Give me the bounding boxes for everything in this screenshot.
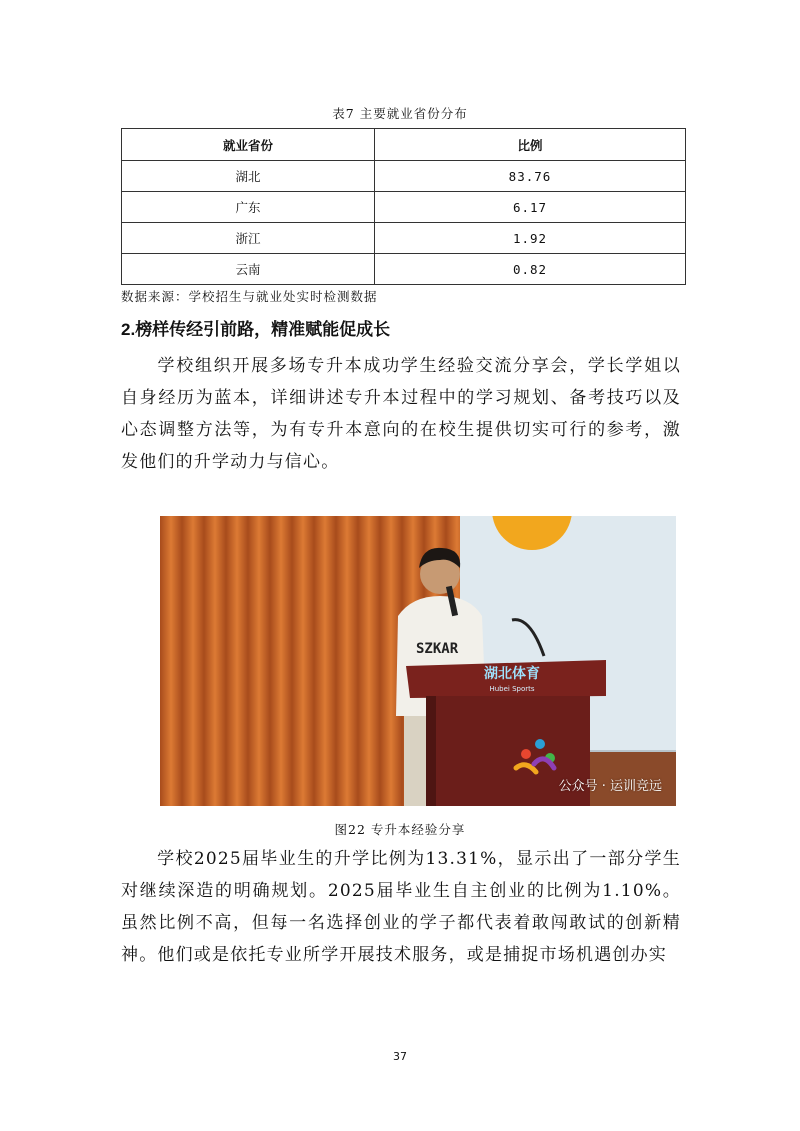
paragraph-exchange-sessions (121, 350, 681, 478)
wechat-watermark: 公众号 · 运训竞远 (558, 779, 662, 794)
province-cell: 浙江 (122, 223, 375, 254)
photo-illustration (160, 516, 676, 806)
table-row (122, 254, 686, 285)
section-title: 榜样传经引前路，精准赋能促成长 (135, 320, 391, 340)
page-number: 37 (393, 1050, 407, 1063)
table-caption: 表7 主要就业省份分布 (332, 106, 468, 121)
podium-logo-text: 湖北体育 (484, 666, 540, 682)
podium-logo-subtext: Hubei Sports (489, 685, 535, 693)
table-row (122, 161, 686, 192)
ratio-cell: 0.82 (375, 254, 686, 285)
section-number: 2. (121, 320, 136, 339)
section-heading (121, 315, 390, 340)
figure-caption: 图22 专升本经验分享 (334, 822, 466, 837)
column-header-ratio: 比例 (375, 129, 686, 161)
province-distribution-table (121, 128, 686, 285)
province-cell: 云南 (122, 254, 375, 285)
province-cell: 湖北 (122, 161, 375, 192)
speaker-photo (160, 516, 676, 806)
table-row (122, 192, 686, 223)
ratio-cell: 1.92 (375, 223, 686, 254)
province-cell: 广东 (122, 192, 375, 223)
table-header-row (122, 129, 686, 161)
shirt-lettering: SZKAR (416, 641, 459, 657)
column-header-province: 就业省份 (122, 129, 375, 161)
paragraph-text: 学校2025届毕业生的升学比例为13.31%，显示出了一部分学生对继续深造的明确规划。2025届毕业生自主创业的比例为1.10%。虽然比例不高，但每一名选择创业的学子都代表着敢闯敢试的创新精神。他们或是依托专业所学开展技术服务，或是捕捉市场机遇创办实 (121, 849, 681, 965)
paragraph-text: 学校组织开展多场专升本成功学生经验交流分享会，学长学姐以自身经历为蓝本，详细讲述专升本过程中的学习规划、备考技巧以及心态调整方法等，为有专升本意向的在校生提供切实可行的参考，激发他们的升学动力与信心。 (121, 356, 681, 472)
table-source-note: 数据来源：学校招生与就业处实时检测数据 (121, 289, 378, 304)
paragraph-graduate-outcomes (121, 843, 681, 971)
ratio-cell: 6.17 (375, 192, 686, 223)
table-row (122, 223, 686, 254)
ratio-cell: 83.76 (375, 161, 686, 192)
